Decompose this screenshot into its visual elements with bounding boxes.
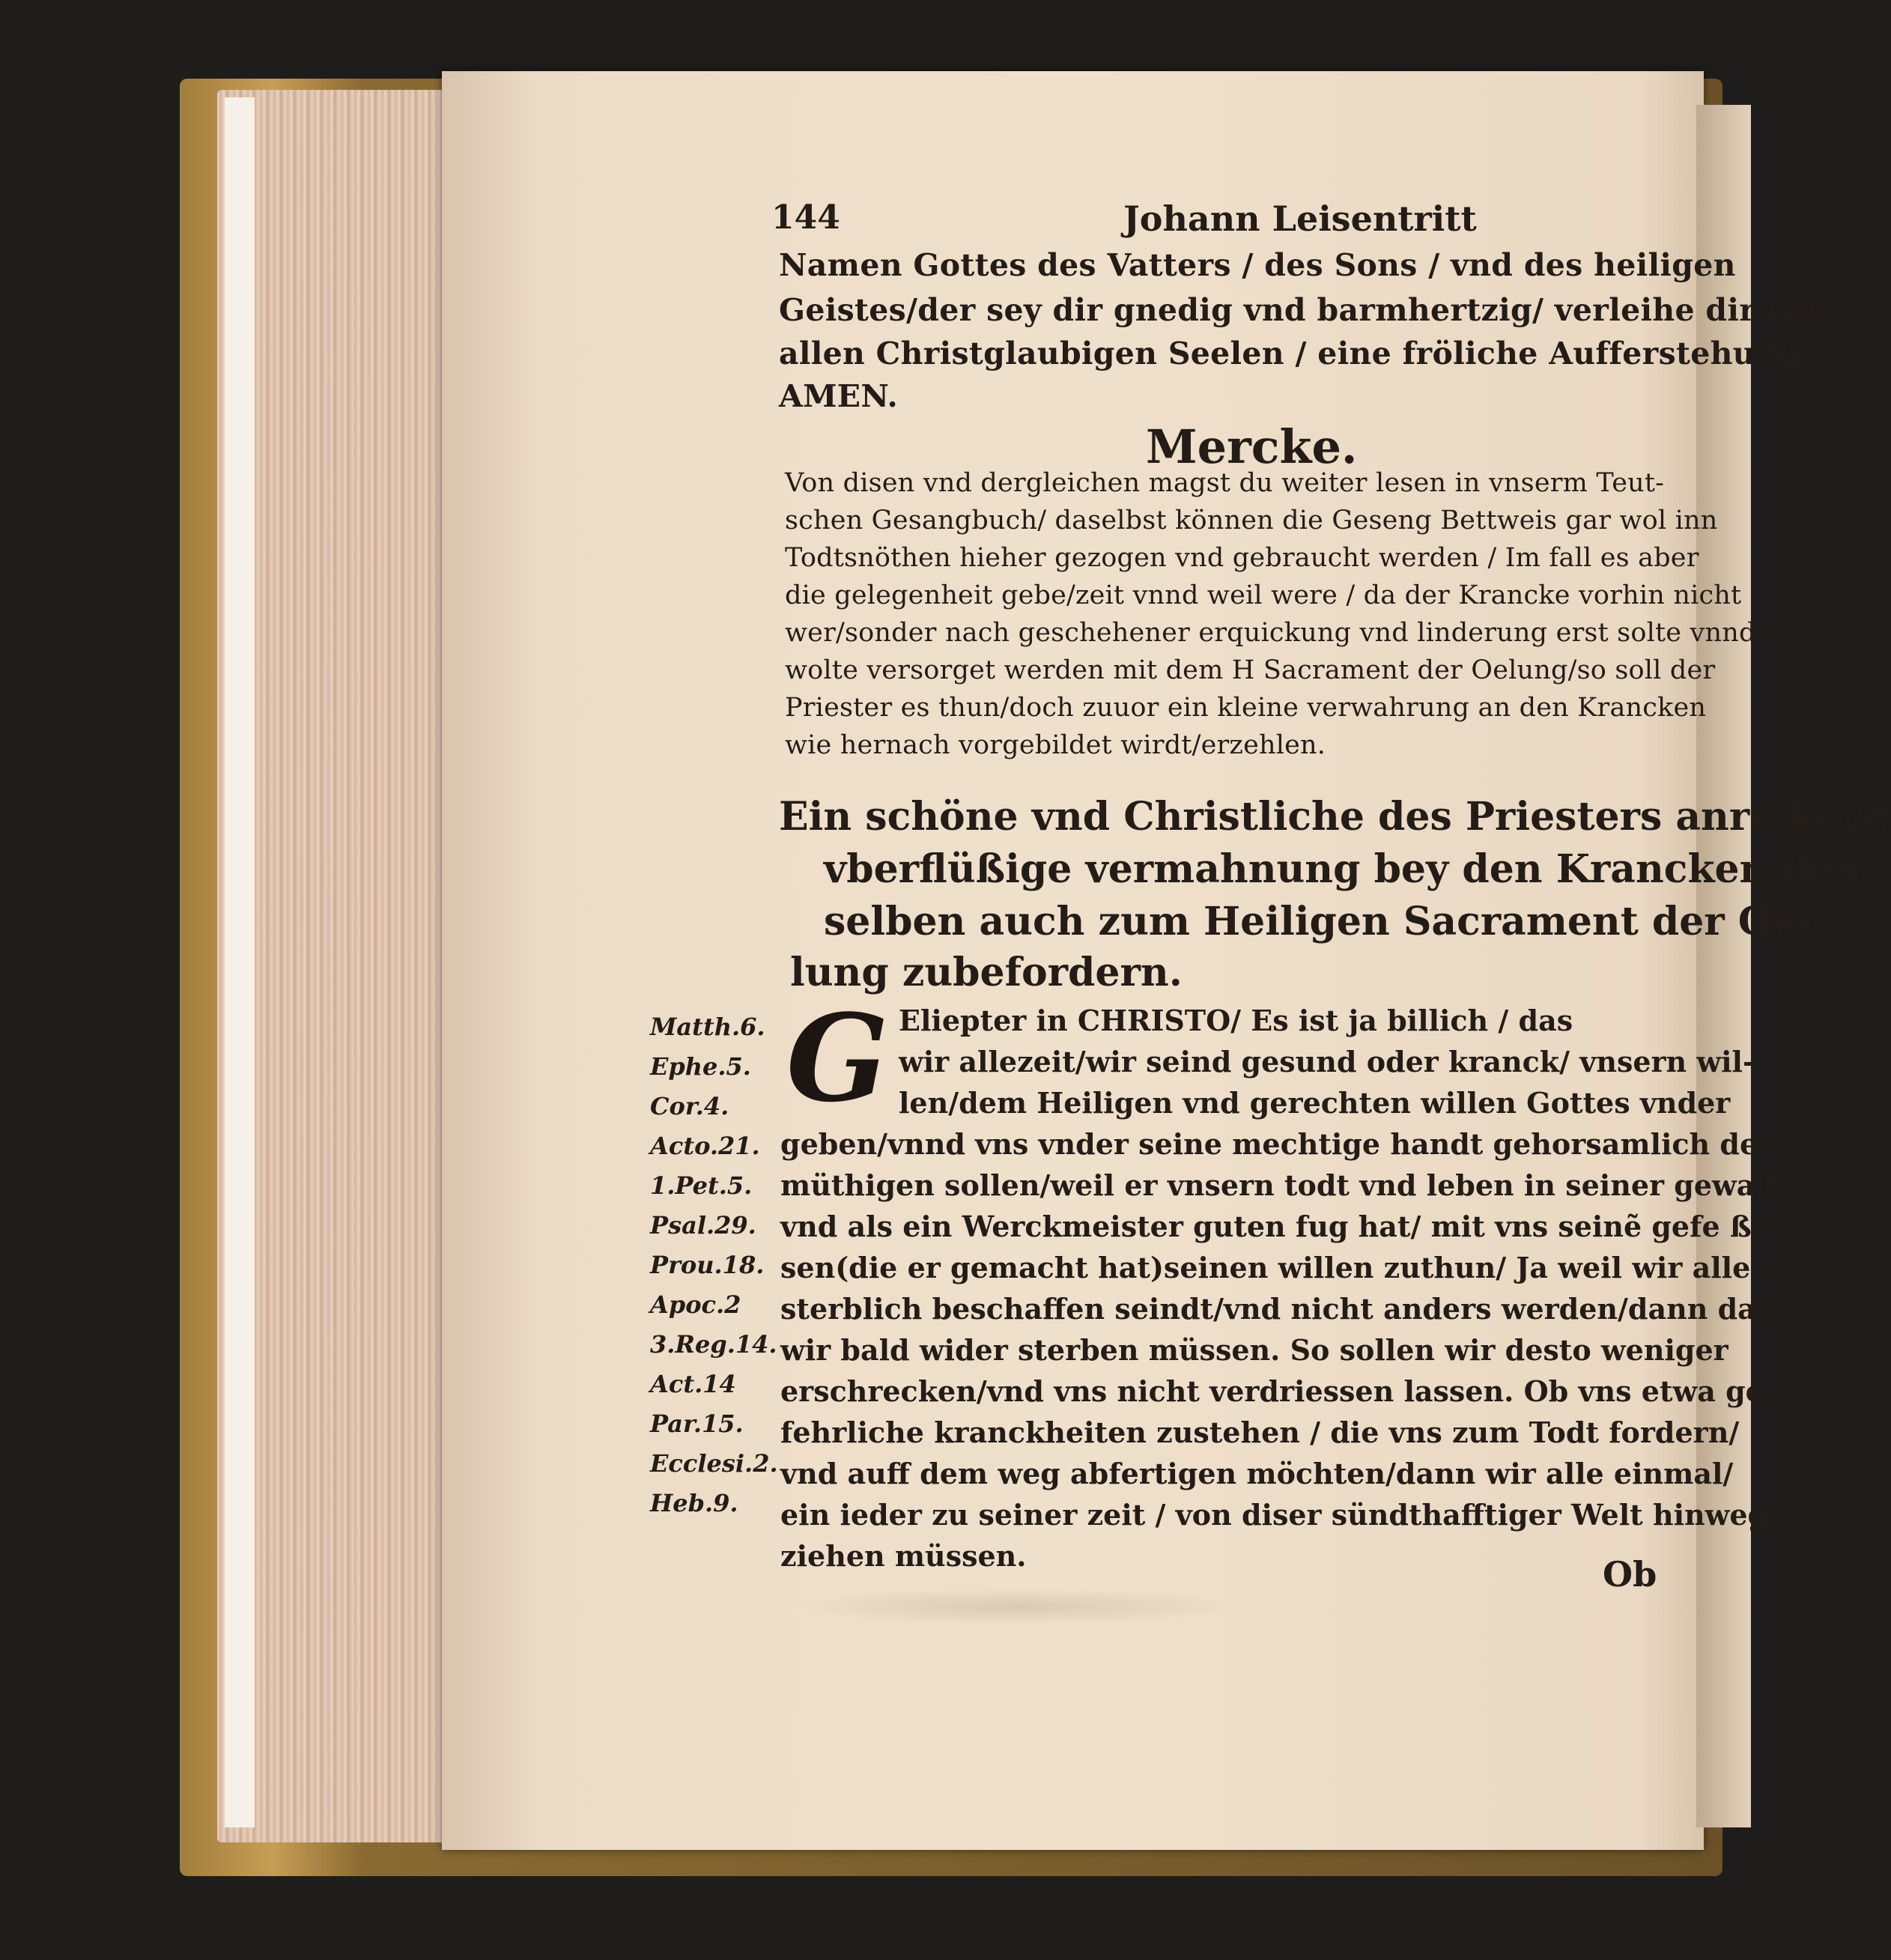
note-line: wie hernach vorgebildet wirdt/erzehlen.	[785, 730, 1326, 760]
paragraph-line: sen(die er gemacht hat)seinen willen zuthun/ Ja weil wir alle	[780, 1251, 1751, 1284]
margin-reference: 1.Pet.5.	[650, 1171, 753, 1200]
catchword: Ob	[1603, 1554, 1657, 1595]
note-line: wolte versorget werden mit dem H Sacrament der Oelung/so soll der	[785, 655, 1716, 685]
margin-reference: Par.15.	[650, 1410, 744, 1438]
endpaper	[225, 97, 255, 1827]
section-heading-line: vberflüßige vermahnung bey den Krancken den	[824, 846, 1862, 892]
paragraph-line: vnd als ein Werckmeister guten fug hat/ mit vns seinẽ gefe ß-	[780, 1210, 1764, 1243]
note-line: wer/sonder nach geschehener erquickung vnd linderung erst solte vnnd	[785, 618, 1756, 648]
margin-reference: 3.Reg.14.	[650, 1330, 777, 1359]
paragraph-line: ziehen müssen.	[780, 1539, 1027, 1573]
margin-reference: Psal.29.	[650, 1211, 756, 1240]
drop-cap: G	[786, 988, 889, 1129]
paragraph-line: ein ieder zu seiner zeit / von diser sündthafftiger Welt hinweg	[780, 1498, 1768, 1532]
margin-reference: Ephe.5.	[650, 1052, 751, 1081]
margin-reference: Apoc.2	[650, 1290, 741, 1319]
section-heading-line: lung zubefordern.	[790, 950, 1183, 995]
paragraph-line: erschrecken/vnd vns nicht verdriessen lassen. Ob vns etwa ge	[780, 1374, 1764, 1408]
note-line: Priester es thun/doch zuuor ein kleine verwahrung an den Krancken	[785, 693, 1707, 723]
section-heading-line: selben auch zum Heiligen Sacrament der Oe-	[824, 899, 1813, 944]
page-number: 144	[771, 198, 840, 237]
margin-reference: Prou.18.	[650, 1251, 765, 1279]
mercke-heading: Mercke.	[1146, 419, 1358, 474]
margin-reference: Ecclesi.2.	[650, 1449, 778, 1478]
paragraph-line: fehrliche kranckheiten zustehen / die vns zum Todt fordern/	[780, 1416, 1740, 1449]
margin-reference: Act.14	[650, 1370, 736, 1398]
prayer-line: Geistes/der sey dir gnedig vnd barmhertzig/ verleihe dir vnd	[779, 292, 1829, 328]
prayer-line: Namen Gottes des Vatters / des Sons / vnd des heiligen	[779, 247, 1736, 283]
paragraph-line: sterblich beschaffen seindt/vnd nicht anders werden/dann das	[780, 1292, 1773, 1326]
note-line: schen Gesangbuch/ daselbst können die Geseng Bettweis gar wol inn	[785, 506, 1718, 535]
paragraph-line: müthigen sollen/weil er vnsern todt vnd leben in seiner gewalt	[780, 1168, 1779, 1202]
paragraph-line: wir bald wider sterben müssen. So sollen wir desto weniger	[780, 1333, 1728, 1367]
margin-reference: Matth.6.	[650, 1013, 765, 1041]
running-title: Johann Leisentritt	[1123, 198, 1477, 239]
margin-reference: Cor.4.	[650, 1092, 729, 1120]
prayer-line: allen Christglaubigen Seelen / eine fröliche Aufferstehung/	[779, 336, 1812, 371]
paragraph-line: Eliepter in CHRISTO/ Es ist ja billich / das	[899, 1004, 1573, 1037]
paragraph-line: wir allezeit/wir seind gesund oder kranck/ vnsern wil-	[899, 1045, 1755, 1078]
margin-reference: Heb.9.	[650, 1489, 738, 1517]
ink-show-through	[794, 1588, 1243, 1625]
margin-reference: Acto.21.	[650, 1132, 760, 1160]
note-line: die gelegenheit gebe/zeit vnnd weil were / da der Krancke vorhin nicht	[785, 580, 1742, 610]
note-line: Von disen vnd dergleichen magst du weiter lesen in vnserm Teut-	[785, 468, 1665, 498]
section-heading-line: Ein schöne vnd Christliche des Priesters anrede vñ	[779, 794, 1891, 840]
paragraph-line: geben/vnnd vns vnder seine mechtige handt gehorsamlich de-	[780, 1127, 1770, 1161]
note-line: Todtsnöthen hieher gezogen vnd gebraucht werden / Im fall es aber	[785, 543, 1699, 573]
paragraph-line: vnd auff dem weg abfertigen möchten/dann wir alle einmal/	[780, 1457, 1734, 1490]
prayer-line: AMEN.	[779, 378, 899, 414]
paragraph-line: len/dem Heiligen vnd gerechten willen Gottes vnder	[899, 1086, 1731, 1120]
